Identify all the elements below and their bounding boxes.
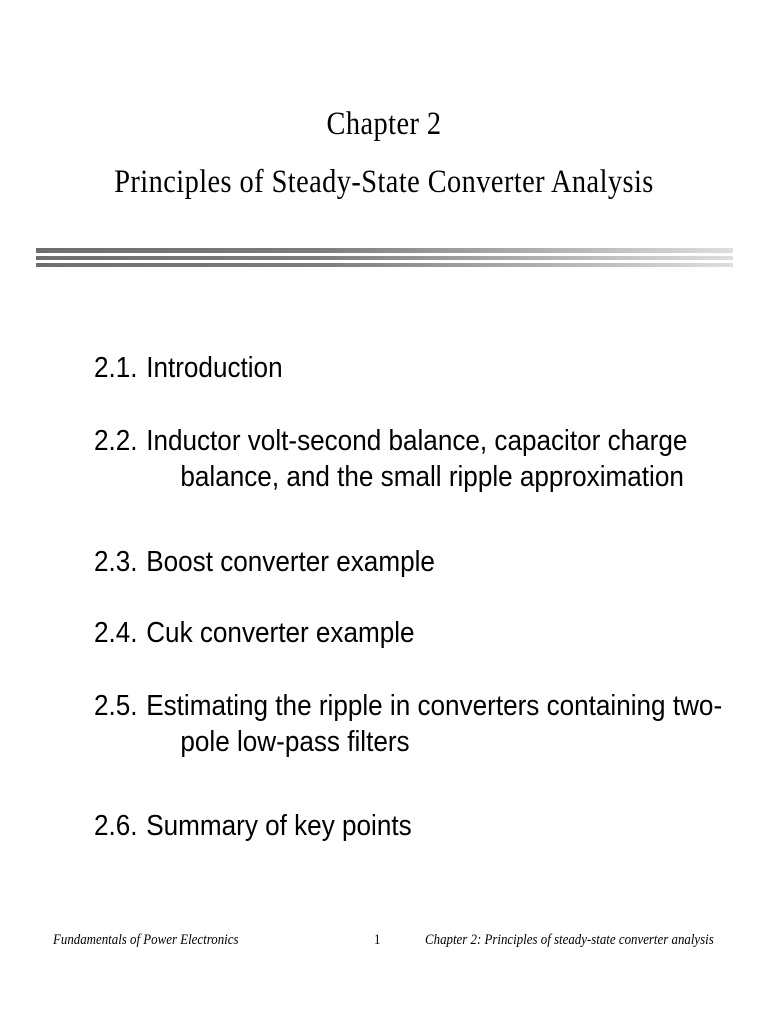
- toc-text: Boost converter example: [146, 546, 435, 578]
- footer-page-number: 1: [374, 932, 381, 948]
- toc-text-continued: balance, and the small ripple approximation: [180, 461, 684, 493]
- toc-text: Cuk converter example: [146, 617, 415, 649]
- toc-text: Introduction: [146, 352, 283, 384]
- toc-text: Summary of key points: [146, 810, 412, 842]
- toc-number: 2.4.: [94, 617, 138, 649]
- toc-item-2-4: [94, 615, 415, 651]
- toc-text: Estimating the ripple in converters containing two-: [146, 690, 723, 722]
- footer-chapter-label: Chapter 2: Principles of steady-state converter analysis: [425, 932, 714, 948]
- toc-item-2-2: [94, 423, 687, 495]
- divider-bar-3: [36, 263, 733, 267]
- footer-book-title: Fundamentals of Power Electronics: [53, 932, 239, 948]
- divider-bar-1: [36, 248, 733, 253]
- toc-number: 2.1.: [94, 352, 138, 384]
- toc-number: 2.2.: [94, 425, 138, 457]
- divider-bar-2: [36, 256, 733, 260]
- toc-item-2-6: [94, 808, 412, 844]
- chapter-title: Chapter 2: [326, 106, 442, 142]
- toc-item-2-1: [94, 350, 283, 386]
- toc-number: 2.3.: [94, 546, 138, 578]
- toc-number: 2.5.: [94, 690, 138, 722]
- toc-text-continued: pole low-pass filters: [180, 726, 410, 758]
- toc-number: 2.6.: [94, 810, 138, 842]
- toc-text: Inductor volt-second balance, capacitor charge: [146, 425, 688, 457]
- toc-item-2-5: [94, 688, 722, 760]
- toc-item-2-3: [94, 544, 435, 580]
- chapter-subtitle: Principles of Steady-State Converter Analysis: [114, 164, 654, 200]
